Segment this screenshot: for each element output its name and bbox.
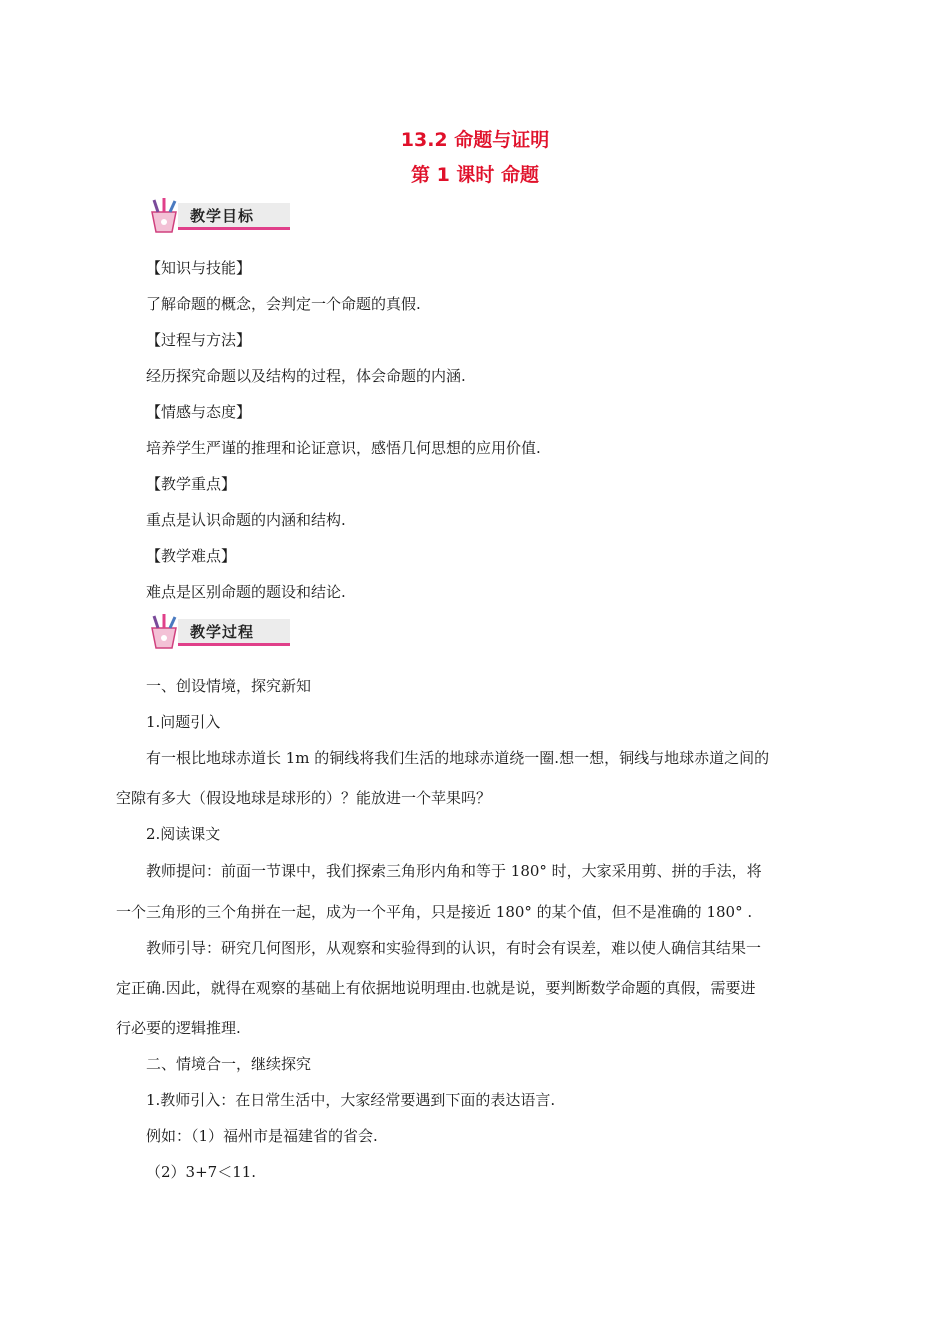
section-banner-process [142,612,294,652]
heading-process-method: 【过程与方法】 [146,331,252,349]
text-line: 了解命题的概念，会判定一个命题的真假. [146,295,421,313]
subsection-heading: 2.阅读课文 [146,825,221,843]
section-heading: 一、创设情境，探究新知 [146,677,312,695]
heading-difficulty: 【教学难点】 [146,547,237,565]
section-banner-goals [142,196,294,236]
text-line: 教师引导：研究几何图形，从观察和实验得到的认识，有时会有误差，难以使人确信其结果一 [146,939,762,957]
text-line: 空隙有多大（假设地球是球形的）？能放进一个苹果吗？ [116,789,492,807]
text-line: 培养学生严谨的推理和论证意识，感悟几何思想的应用价值. [146,439,541,457]
text-line: 定正确.因此，就得在观察的基础上有依据地说明理由.也就是说，要判断数学命题的真假，需要进 [116,979,756,997]
banner-label: 教学目标 [190,207,255,225]
heading-knowledge: 【知识与技能】 [146,259,252,277]
text-line: 1.教师引入：在日常生活中，大家经常要遇到下面的表达语言. [146,1091,556,1109]
text-line: 行必要的逻辑推理. [116,1019,241,1037]
subsection-heading: 1.问题引入 [146,713,221,731]
pencil-cup-icon [142,612,186,652]
text-line: 重点是认识命题的内涵和结构. [146,511,346,529]
heading-emotion: 【情感与态度】 [146,403,252,421]
text-line: 有一根比地球赤道长 1m 的铜线将我们生活的地球赤道绕一圈.想一想，铜线与地球赤道之间的 [146,749,770,767]
text-line: 一个三角形的三个角拼在一起，成为一个平角，只是接近 180° 的某个值，但不是准确的 180° . [116,903,753,921]
banner-label: 教学过程 [190,623,255,641]
pencil-cup-icon [142,196,186,236]
heading-key-point: 【教学重点】 [146,475,237,493]
text-line: 例如：（1）福州市是福建省的省会. [146,1127,378,1145]
text-line: 教师提问：前面一节课中，我们探索三角形内角和等于 180° 时，大家采用剪、拼的手法，将 [146,862,762,880]
page-subtitle: 第 1 课时 命题 [410,164,540,186]
page-title: 13.2 命题与证明 [400,129,550,151]
text-line: 难点是区别命题的题设和结论. [146,583,346,601]
text-line: （2）3+7＜11. [146,1163,257,1181]
text-line: 经历探究命题以及结构的过程，体会命题的内涵. [146,367,466,385]
section-heading: 二、情境合一，继续探究 [146,1055,312,1073]
